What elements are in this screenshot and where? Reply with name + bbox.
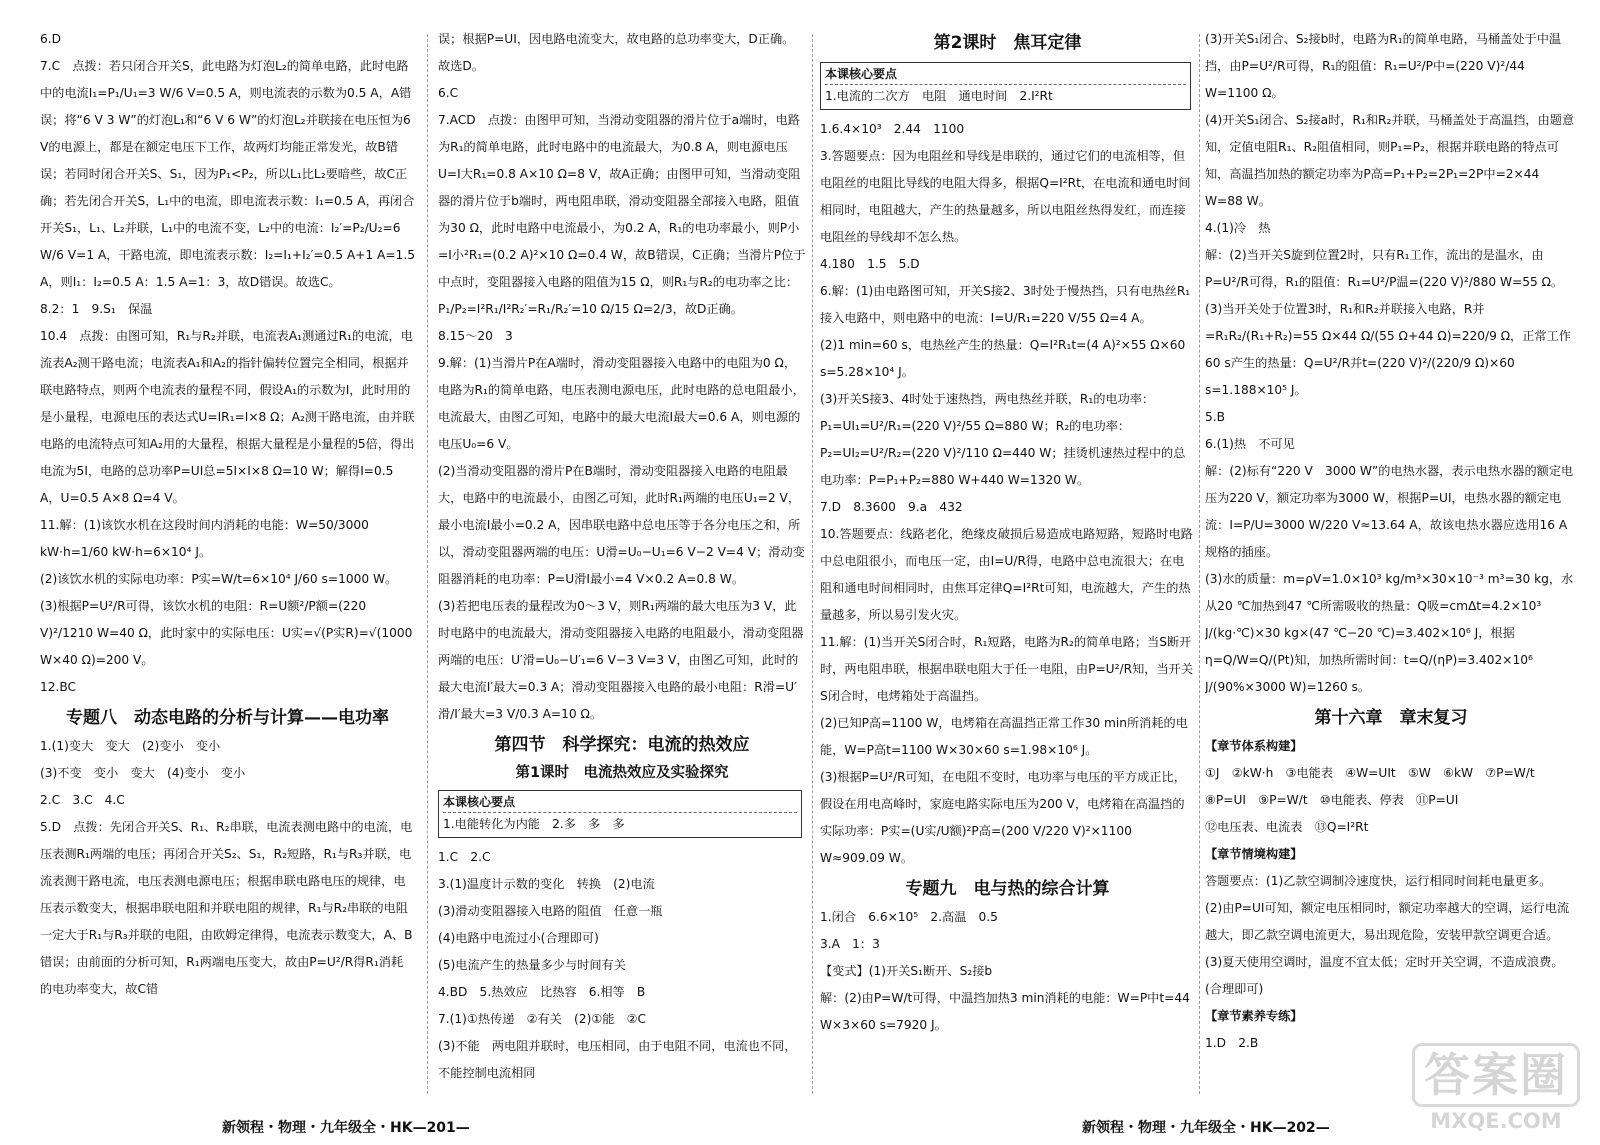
answer-item: 7.ACD 点拨：由图甲可知，当滑动变阻器的滑片位于a端时，电路为R₁的简单电路，此时电路中的电流最大，为0.8 A，则电源电压U=I大R₁=0.8 A×10 Ω=8 V，故A正确；由图甲可知，当滑动变阻器的滑片位于b端时，两电阻串联，滑动变阻器全部接入电路，阻值为30 Ω，此时电路中电流最小，为0.2 A，R₁的电功率最小，则P小=I小²R₁=(0.2 A)²×10 Ω=0.4 W，故B错误，C正确；当滑片P位于中点时，变阻器接入电路的阻值为15 Ω，则R₁与R₂的电功率之比：P₁/P₂=I²R₁/I²R₂′=R₁/R₂′=10 Ω/15 Ω=2/3，故D正确。 [438,113,806,316]
answer-item: 【变式】(1)开关S₁断开、S₂接b [820,964,993,978]
answer-item: 1.(1)变大 变大 (2)变小 变小 [40,739,221,753]
answer-item: 6.C [438,86,459,100]
page-footer-right: 新领程・物理・九年级全・HK—202— [1082,1120,1330,1136]
answer-item: (2)该饮水机的实际电功率：P实=W/t=6×10⁴ J/60 s=1000 W。 [40,572,398,586]
column-divider [427,34,428,1094]
lesson-title: 第2课时 焦耳定律 [933,33,1082,53]
answer-item: 1.闭合 6.6×10⁵ 2.高温 0.5 [820,910,998,924]
answer-item: 3.答题要点：因为电阻丝和导线是串联的，通过它们的电流相等，但电阻丝的电阻比导线的电阻大得多，根据Q=I²Rt，在电流和通电时间相同时，电阻越大，产生的热量越多，所以电阻丝热得发红，而连接电阻丝的导线却不怎么热。 [820,149,1191,244]
subsection-label: 【章节素养专练】 [1205,1009,1303,1023]
page-gutter [812,34,813,1094]
answer-item: (3)开关S₁闭合、S₂接b时，电路为R₁的简单电路，马桶盖处于中温挡，由P=U²/R可得，R₁的阻值：R₁=U²/P中=(220 V)²/44 W=1100 Ω。 [1205,32,1562,100]
answer-item: (3)根据P=U²/R可知，在电阻不变时，电功率与电压的平方成正比，假设在用电高峰时，家庭电路实际电压为200 V，电烤箱在高温挡的实际功率：P实=(U实/U额)²P高=(200 V/220 V)²×1100 W≈909.09 W。 [820,770,1186,865]
answer-item: 解：(2)当开关S旋到位置2时，只有R₁工作，流出的是温水，由P=U²/R可得，R₁的阻值：R₁=U²/P温=(220 V)²/880 W=55 Ω。 [1205,248,1564,289]
column-divider [1199,34,1200,1094]
answer-item: (2)当滑动变阻器的滑片P在B端时，滑动变阻器接入电路的电阻最大，电路中的电流最小，由图乙可知，此时R₁两端的电压U₁=2 V，最小电流I最小=0.2 A，因串联电路中总电压等于各分电压之和，所以，滑动变阻器两端的电压：U滑=U₀−U₁=6 V−2 V=4 V；滑动变阻器消耗的电功率：P=U滑I最小=4 V×0.2 A=0.8 W。 [438,464,805,586]
column-4 [1205,26,1577,1086]
answer-item: 解：(2)由P=W/t可得，中温挡加热3 min消耗的电能：W=P中t=44 W×3×60 s=7920 J。 [820,991,1190,1032]
answer-item: 5.D 点拨：先闭合开关S、R₁、R₂串联，电流表测电路中的电流，电压表测R₁两端的电压；再闭合开关S₂、S₁，R₂短路，R₁与R₃并联，电流表测干路电流，电压表测电源电压；根据串联电路电压的规律，电压表示数变大，根据串联电阻和并联电阻的规律，R₁与R₂串联的电阻一定大于R₁与R₃并联的电阻，由欧姆定律得，电流表示数变大，A、B错误；由前面的分析可知，R₁两端电压变大，故由P=U²/R得R₁消耗的电功率变大，故C错 [40,820,413,996]
answer-item: 10.4 点拨：由图可知，R₁与R₂并联，电流表A₁测通过R₁的电流，电流表A₂测干路电流；电流表A₁和A₂的指针偏转位置完全相同，根据并联电路特点，则两个电流表的量程不同，假设A₁的示数为I，此时用的是小量程，电源电压的表达式U=IR₁=I×8 Ω；A₂测干路电流，由并联电路的电流特点可知A₂用的大量程，根据大量程是小量程的5倍，得出电流为5I，电路的总功率P=UI总=5I×I×8 Ω=10 W；解得I=0.5 A，U=0.5 A×8 Ω=4 V。 [40,329,415,505]
key-points-content: 1.电能转化为内能 2.多 多 多 [443,817,625,831]
answer-item: ⑧P=UI ⑨P=W/t ⑩电能表、停表 ⑪P=UI [1205,793,1459,807]
watermark-logo [1412,1043,1580,1135]
answer-item: 11.解：(1)当开关S闭合时，R₁短路，电路为R₂的简单电路；当S断开时，两电阻串联，根据串联电阻大于任一电阻，由P=U²/R知，当开关S闭合时，电烤箱处于高温挡。 [820,635,1194,703]
subsection-label: 【章节体系构建】 [1205,739,1303,753]
answer-item: (2)已知P高=1100 W，电烤箱在高温挡正常工作30 min所消耗的电能，W=P高t=1100 W×30×60 s=1.98×10⁶ J。 [820,716,1188,757]
answer-item: ⑫电压表、电流表 ⑬Q=I²Rt [1205,820,1369,834]
answer-item: (2)由P=UI可知，额定电压相同时，额定功率越大的空调，运行电流越大，即乙款空调电流更大，易出现危险，安装甲款空调更合适。 [1205,901,1570,942]
answer-item: 误；根据P=UI，因电路电流变大，故电路的总功率变大，D正确。故选D。 [438,32,795,73]
section-title-topic-9: 专题九 电与热的综合计算 [905,879,1110,899]
answer-item: (2)1 min=60 s，电热丝产生的热量：Q=I²R₁t=(4 A)²×55 Ω×60 s=5.28×10⁴ J。 [820,338,1186,379]
column-3 [820,26,1195,1086]
watermark-logo-text: 答案圈 [1412,1043,1580,1107]
answer-item: 7.D 8.3600 9.a 432 [820,500,963,514]
answer-item: (3)根据P=U²/R可得，该饮水机的电阻：R=U额²/P额=(220 V)²/1210 W=40 Ω，此时家中的实际电压：U实=√(P实R)=√(1000 W×40 Ω)=200 V。 [40,599,413,667]
answer-item: 10.答题要点：线路老化，绝缘皮破损后易造成电路短路，短路时电路中总电阻很小，而电压一定，由I=U/R得，电路中总电流很大；在电阻和通电时间相同时，由焦耳定律Q=I²Rt可知，电流越大，产生的热量越多，所以易引发火灾。 [820,527,1193,622]
answer-item: ①J ②kW·h ③电能表 ④W=UIt ⑤W ⑥kW ⑦P=W/t [1205,766,1535,780]
answer-item: (3)水的质量：m=ρV=1.0×10³ kg/m³×30×10⁻³ m³=30 kg，水从20 ℃加热到47 ℃所需吸收的热量：Q吸=cmΔt=4.2×10³ J/(kg·℃)×30 kg×(47 ℃−20 ℃)=3.402×10⁶ J，根据η=Q/W=Q/(Pt)知，加热所需时间：t=Q/(ηP)=3.402×10⁶ J/(90%×3000 W)=1260 s。 [1205,572,1574,694]
key-points-label: 本课核心要点 [825,64,1186,85]
answer-item: (3)夏天使用空调时，温度不宜太低；定时开关空调，不造成浪费。(合理即可) [1205,955,1564,996]
answer-item: 4.180 1.5 5.D [820,257,920,271]
key-points-box [820,62,1191,110]
answer-item: 7.(1)①热传递 ②有关 (2)①能 ②C [438,1012,647,1026]
subsection-label: 【章节情境构建】 [1205,847,1303,861]
answer-item: 12.BC [40,680,77,694]
answer-item: (3)开关S接3、4时处于速热挡，两电热丝并联，R₁的电功率：P₁=UI₁=U²/R₁=(220 V)²/55 Ω=880 W；R₂的电功率：P₂=UI₂=U²/R₂=(220 V)²/110 Ω=440 W；挂烫机速热过程中的总电功率：P=P₁+P₂=880 W+440 W=1320 W。 [820,392,1186,487]
chapter-title-16-review: 第十六章 章末复习 [1314,708,1468,728]
key-points-box [438,790,802,838]
answer-item: 4.BD 5.热效应 比热容 6.相等 B [438,985,646,999]
answer-item: 5.B [1205,410,1225,424]
watermark-url: MXQE.COM [1430,1109,1562,1133]
answer-item: 3.(1)温度计示数的变化 转换 (2)电流 [438,877,655,891]
answer-item: 6.(1)热 不可见 [1205,437,1295,451]
answer-item: 9.解：(1)当滑片P在A端时，滑动变阻器接入电路中的电阻为0 Ω，电路为R₁的简单电路，电压表测电源电压，此时电路的总电阻最小，电流最大，由图乙可知，电路中的最大电流I最大=0.6 A，则电源的电压U₀=6 V。 [438,356,805,451]
key-points-label: 本课核心要点 [443,792,797,813]
answer-item: 6.解：(1)由电路图可知，开关S接2、3时处于慢热挡，只有电热丝R₁接入电路中，则电路中的电流：I=U/R₁=220 V/55 Ω=4 A。 [820,284,1191,325]
answer-item: (3)滑动变阻器接入电路的阻值 任意一瓶 [438,904,663,918]
answer-item: 3.A 1：3 [820,937,880,951]
answer-item: 6.D [40,32,62,46]
answer-item: 11.解：(1)该饮水机在这段时间内消耗的电能：W=50/3000 kW·h=1/60 kW·h=6×10⁴ J。 [40,518,369,559]
section-title-section-4: 第四节 科学探究：电流的热效应 [494,735,750,755]
answer-item: (4)电路中电流过小(合理即可) [438,931,599,945]
answer-item: 7.C 点拨：若只闭合开关S，此电路为灯泡L₂的简单电路，此时电路中的电流I₁=P₁/U₁=3 W/6 V=0.5 A，则电流表的示数为0.5 A，A错误；将“6 V 3 W”的灯泡L₁和“6 V 6 W”的灯泡L₂并联接在电压恒为6 V的电源上，都是在额定电压下工作，故两灯均能正常发光，故B错误；若同时闭合开关S、S₁，因为P₁<P₂，所以L₁比L₂要暗些，故C正确；若先闭合开关S，L₁中的电流，即电流表示数：I₁=0.5 A，再闭合开关S₁，L₁、L₂并联，L₁中的电流不变，L₂中的电流：I₂′=P₂/U₂=6 W/6 V=1 A，干路电流，即电流表示数：I₂=I₁+I₂′=0.5 A+1 A=1.5 A，则I₁：I₂=0.5 A：1.5 A=1：3，故D错误。故选C。 [40,59,415,289]
answer-item: (3)若把电压表的量程改为0～3 V，则R₁两端的最大电压为3 V，此时电路中的电流最大，滑动变阻器接入电路的电阻最小，滑动变阻器两端的电压：U′滑=U₀−U′₁=6 V−3 V=3 V，由图乙可知，此时的最大电流I′最大=0.3 A；滑动变阻器接入电路的最小电阻：R滑=U′滑/I′最大=3 V/0.3 A=10 Ω。 [438,599,804,721]
answer-item: 2.C 3.C 4.C [40,793,125,807]
section-title-topic-8: 专题八 动态电路的分析与计算——电功率 [66,708,389,728]
page-footer-left: 新领程・物理・九年级全・HK—201— [222,1120,470,1136]
answer-item: (5)电流产生的热量多少与时间有关 [438,958,626,972]
answer-item: (4)开关S₁闭合、S₂接a时，R₁和R₂并联，马桶盖处于高温挡，由题意知，定值电阻R₁、R₂阻值相同，则P₁=P₂，根据并联电路的特点可知，高温挡加热的额定功率为P高=P₁+P₂=2P₁=2P中=2×44 W=88 W。 [1205,113,1575,208]
answer-item: 8.15～20 3 [438,329,513,343]
answer-item: (3)不能 两电阻并联时，电压相同，由于电阻不同，电流也不同，不能控制电流相同 [438,1039,797,1080]
lesson-title: 第1课时 电流热效应及实验探究 [515,765,729,781]
answer-item: (3)不变 变小 变大 (4)变小 变小 [40,766,246,780]
answer-item: 1.C 2.C [438,850,491,864]
answer-item: 1.D 2.B [1205,1036,1259,1050]
column-1 [40,26,415,1086]
answer-item: 解：(2)标有“220 V 3000 W”的电热水器，表示电热水器的额定电压为220 V，额定功率为3000 W，根据P=UI，电热水器的额定电流：I=P/U=3000 W/220 V≈13.64 A，故该电热水器应选用16 A规格的插座。 [1205,464,1574,559]
answer-item: 4.(1)冷 热 [1205,221,1271,235]
key-points-content: 1.电流的二次方 电阻 通电时间 2.I²Rt [825,89,1053,103]
column-2 [438,26,806,1086]
answer-item: 答题要点：(1)乙款空调制冷速度快，运行相同时间耗电量更多。 [1205,874,1552,888]
answer-item: 8.2：1 9.S₁ 保温 [40,302,153,316]
answer-item: (3)当开关处于位置3时，R₁和R₂并联接入电路，R并=R₁R₂/(R₁+R₂)=55 Ω×44 Ω/(55 Ω+44 Ω)=220/9 Ω，正常工作60 s产生的热量：Q=U²/R并t=(220 V)²/(220/9 Ω)×60 s=1.188×10⁵ J。 [1205,302,1571,397]
answer-item: 1.6.4×10³ 2.44 1100 [820,122,965,136]
